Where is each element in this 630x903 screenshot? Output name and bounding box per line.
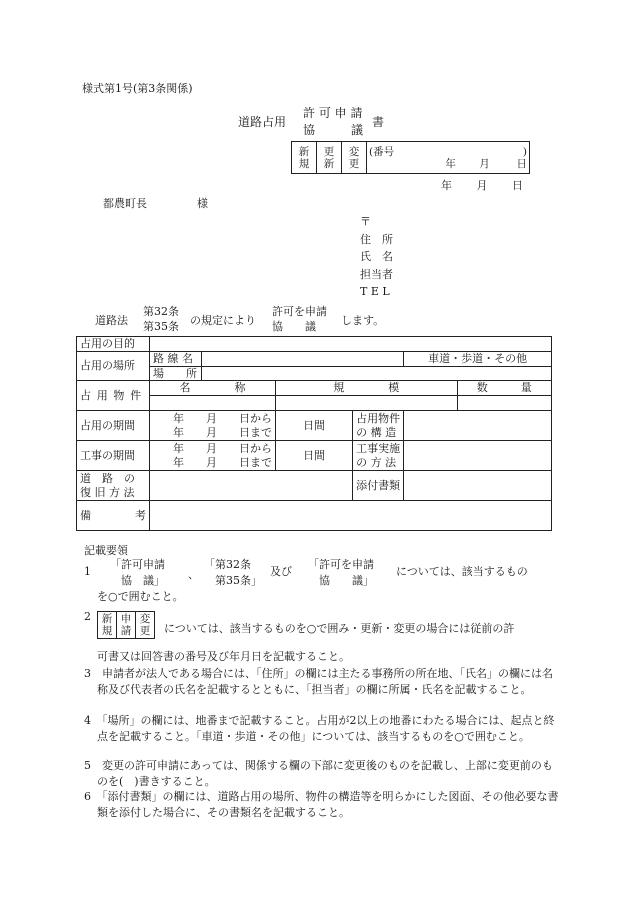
attachments-field[interactable] <box>404 471 552 501</box>
type-change: 変 更 <box>342 142 367 174</box>
note1-a: 「許可申請 協 議」 <box>110 558 165 587</box>
remarks-label: 備 考 <box>77 501 150 531</box>
route-name-field[interactable] <box>201 351 403 366</box>
note-6: 6 「添付書類」の欄には、道路占用の場所、物件の構造等を明らかにした図面、その他必要な書類を添付した場合に、その書類名を記載すること。 <box>84 790 559 819</box>
purpose-label: 占用の目的 <box>77 337 150 352</box>
route-name-label: 路 線 名 <box>150 351 202 366</box>
note-3: 3 申請者が法人である場合には、「住所」の欄には主たる事務所の所在地、「氏名」の欄には名称及び代表者の氏名を記載するとともに、「担当者」の欄に所属・氏名を記載すること。 <box>84 667 553 696</box>
restore-field[interactable] <box>150 471 353 501</box>
type-number-box <box>291 141 530 174</box>
period-label: 占用の期間 <box>77 411 150 441</box>
location-field[interactable] <box>201 366 551 381</box>
statement-act1: 許可を申請 <box>272 305 327 318</box>
place-label: 占用の場所 <box>77 351 150 381</box>
title-bottom: 協 議 <box>303 123 364 137</box>
object-name-field[interactable] <box>150 396 276 411</box>
title-top: 許 可 申 請 <box>303 106 363 120</box>
work-period-dates[interactable]: 年 月 日から 年 月 日まで <box>150 441 276 471</box>
note1-b: 「第32条 第35条」 <box>204 558 262 587</box>
tel-label: T E L <box>360 285 390 298</box>
type-renew: 更 新 <box>317 142 342 174</box>
attachments-label: 添付書類 <box>353 471 404 501</box>
form-label: 様式第1号(第3条関係) <box>82 82 193 95</box>
number-field[interactable]: (番号 ) 年 月 日 <box>367 142 530 174</box>
application-table <box>76 336 552 531</box>
method-label: 工事実施 の 方 法 <box>353 441 404 471</box>
structure-field[interactable] <box>404 411 552 441</box>
applicant-block <box>360 213 393 301</box>
contact-label: 担当者 <box>360 267 393 281</box>
statement-by: の規定により <box>190 314 256 327</box>
submission-date: 年 月 日 <box>441 179 523 192</box>
statement-article2: 第35条 <box>143 320 179 333</box>
title-left: 道路占用 <box>238 115 287 129</box>
col-name-header: 名 称 <box>150 381 276 396</box>
period-days: 日間 <box>275 411 352 441</box>
statement-end: します。 <box>341 314 385 327</box>
address-label: 住 所 <box>360 232 393 246</box>
col-qty-header: 数 量 <box>457 381 551 396</box>
statement-article1: 第32条 <box>143 305 179 318</box>
note2-box: 新 規 申 請 変 更 <box>97 611 155 639</box>
name-label: 氏 名 <box>360 250 393 263</box>
method-field[interactable] <box>404 441 552 471</box>
location-label: 場 所 <box>150 366 202 381</box>
postal-mark: 〒 <box>360 215 371 228</box>
work-period-days: 日間 <box>275 441 352 471</box>
structure-label: 占用物件 の 構 造 <box>353 411 404 441</box>
statement-law: 道路法 <box>95 314 128 327</box>
note-4: 4 「場所」の欄には、地番まで記載すること。占用が2以上の地番にわたる場合には、起点と終点を記載すること。「車道・歩道・その他」については、該当するものを○で囲むこと。 <box>84 714 555 743</box>
remarks-field[interactable] <box>150 501 552 531</box>
period-dates[interactable]: 年 月 日から 年 月 日まで <box>150 411 276 441</box>
work-period-label: 工事の期間 <box>77 441 150 471</box>
objects-label: 占 用 物 件 <box>77 381 150 411</box>
note1-c: 「許可を申請 協 議」 <box>308 558 374 587</box>
title-right: 書 <box>372 115 385 129</box>
road-type-options[interactable]: 車道・歩道・その他 <box>404 351 552 366</box>
note-5: 5 変更の許可申請にあっては、関係する欄の下部に変更後のものを記載し、上部に変更前のものを( )書きすること。 <box>84 759 553 788</box>
statement-act2: 協 議 <box>272 320 316 333</box>
col-spec-header: 規 模 <box>275 381 457 396</box>
restore-label: 道 路 の 復 旧 方 法 <box>77 471 150 501</box>
purpose-field[interactable] <box>150 337 552 352</box>
addressee-suffix: 様 <box>197 197 208 210</box>
object-spec-field[interactable] <box>275 396 457 411</box>
notes-heading: 記載要領 <box>84 544 128 557</box>
object-qty-field[interactable] <box>457 396 551 411</box>
addressee-name: 都農町長 <box>103 197 147 210</box>
type-new: 新 規 <box>292 142 317 174</box>
